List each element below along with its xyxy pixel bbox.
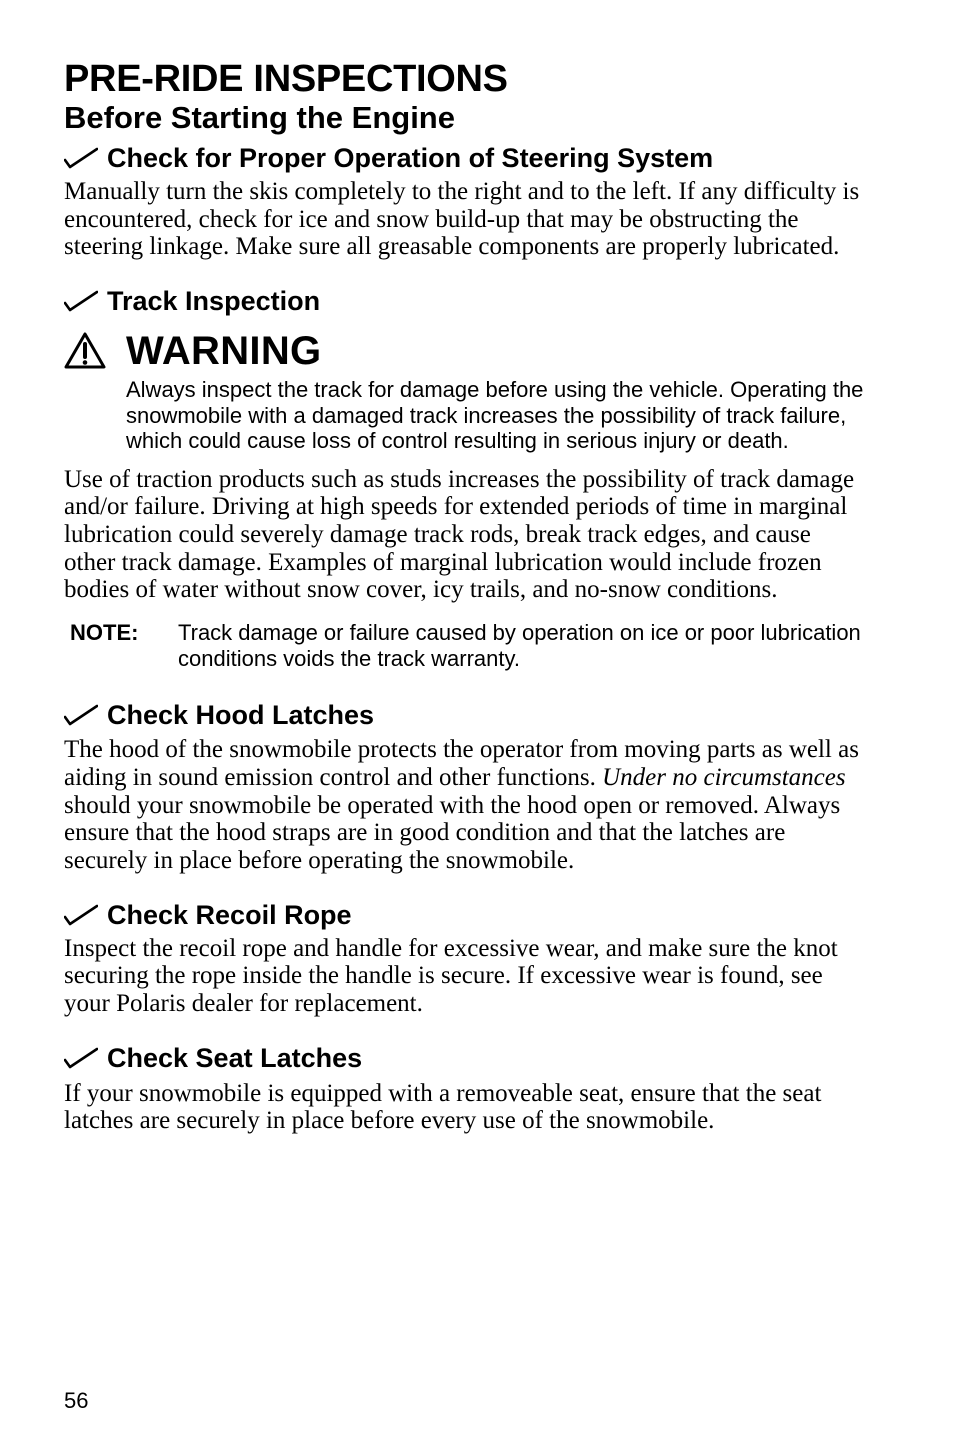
track-body: Use of traction products such as studs increases the possibility of track damage and/or failure. Driving at high speeds for extended periods of time in marginal lubrication could severely damage track rods, break track edges, and cause other track damage. Examples of marginal lubrication would include frozen bodies of water without snow cover, icy trails, and no-snow conditions. — [64, 465, 855, 604]
track-note — [70, 620, 864, 671]
page-subtitle: Before Starting the Engine — [64, 100, 455, 135]
warning-title: WARNING — [126, 329, 322, 374]
page-title: PRE-RIDE INSPECTIONS — [64, 58, 508, 100]
warning-header — [64, 329, 864, 373]
recoil-heading-text: Check Recoil Rope — [107, 899, 352, 930]
hood-heading — [64, 699, 864, 731]
checkmark-icon — [64, 290, 98, 312]
steering-body: Manually turn the skis completely to the right and to the left. If any difficulty is encountered, check for ice and snow build-up that may be obstructing the steering linkage. Make sure all greasable components are properly lubricated. — [64, 178, 860, 261]
recoil-body: Inspect the recoil rope and handle for excessive wear, and make sure the knot securing the rope inside the handle is secure. If excessive wear is found, see your Polaris dealer for replacement. — [64, 934, 838, 1018]
checkmark-icon — [64, 1047, 98, 1069]
hood-heading-text: Check Hood Latches — [107, 700, 375, 731]
checkmark-icon — [64, 147, 98, 169]
warning-triangle-icon — [64, 332, 106, 370]
hood-body-part2: should your snowmobile be operated with the hood open or removed. Always ensure that the hood straps are in good condition and that the latches are securely in place before operating the snowmobile. — [64, 791, 841, 874]
hood-body — [64, 736, 864, 875]
track-heading — [64, 285, 864, 317]
checkmark-icon — [64, 904, 98, 926]
page-number: 56 — [64, 1388, 89, 1413]
note-label: NOTE: — [70, 620, 139, 646]
seat-heading — [64, 1042, 864, 1074]
track-heading-text: Track Inspection — [107, 286, 321, 317]
steering-heading-text: Check for Proper Operation of Steering System — [107, 143, 714, 173]
manual-page — [64, 58, 864, 1135]
seat-body: If your snowmobile is equipped with a removeable seat, ensure that the seat latches are securely in place before every use of the snowmobile. — [64, 1079, 822, 1135]
hood-body-emphasis: Under no circumstances — [602, 763, 846, 791]
recoil-heading — [64, 899, 864, 931]
warning-text: Always inspect the track for damage before using the vehicle. Operating the snowmobile with a damaged track increases the possibility of track failure, which could cause loss of control resulting in serious injury or death. — [126, 377, 864, 454]
steering-heading — [64, 142, 864, 174]
hood-body-part1: The hood of the snowmobile protects the operator from moving parts as well as aiding in sound emission control and other functions. — [64, 736, 859, 791]
note-text: Track damage or failure caused by operation on ice or poor lubrication conditions voids the track warranty. — [178, 620, 861, 671]
seat-heading-text: Check Seat Latches — [107, 1042, 363, 1073]
checkmark-icon — [64, 704, 98, 726]
